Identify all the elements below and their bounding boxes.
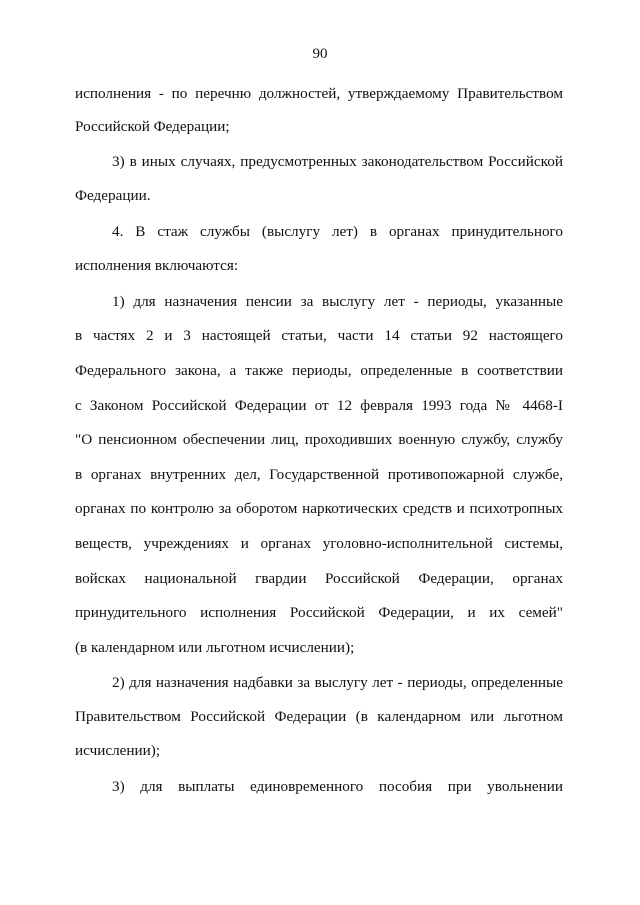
text-line-21: 3) для выплаты единовременного пособия при увольнении — [112, 778, 563, 795]
text-line-17: (в календарном или льготном исчислении); — [75, 639, 355, 656]
text-line-4: Федерации. — [75, 187, 151, 204]
text-line-3: 3) в иных случаях, предусмотренных законодательством Российской — [112, 153, 563, 170]
text-line-1: исполнения - по перечню должностей, утверждаемому Правительством — [75, 85, 563, 102]
text-line-11: "О пенсионном обеспечении лиц, проходивших военную службу, службу — [75, 431, 563, 448]
text-line-5: 4. В стаж службы (выслугу лет) в органах принудительного — [112, 223, 563, 240]
text-line-8: в частях 2 и 3 настоящей статьи, части 14 статьи 92 настоящего — [75, 327, 563, 344]
text-line-20: исчислении); — [75, 742, 161, 759]
text-line-7: 1) для назначения пенсии за выслугу лет - периоды, указанные — [112, 293, 563, 310]
text-line-13: органах по контролю за оборотом наркотических средств и психотропных — [75, 500, 563, 517]
text-line-19: Правительством Российской Федерации (в календарном или льготном — [75, 708, 563, 725]
text-line-18: 2) для назначения надбавки за выслугу лет - периоды, определенные — [112, 674, 563, 691]
text-line-9: Федерального закона, а также периоды, определенные в соответствии — [75, 362, 563, 379]
text-line-10: с Законом Российской Федерации от 12 февраля 1993 года № 4468-I — [75, 397, 563, 414]
text-line-16: принудительного исполнения Российской Федерации, и их семей" — [75, 604, 563, 621]
text-line-15: войсках национальной гвардии Российской Федерации, органах — [75, 570, 563, 587]
page-number: 90 — [312, 46, 328, 62]
text-line-12: в органах внутренних дел, Государственной противопожарной службе, — [75, 466, 563, 483]
text-line-2: Российской Федерации; — [75, 118, 230, 135]
text-line-6: исполнения включаются: — [75, 257, 239, 274]
text-line-14: веществ, учреждениях и органах уголовно-исполнительной системы, — [75, 535, 563, 552]
